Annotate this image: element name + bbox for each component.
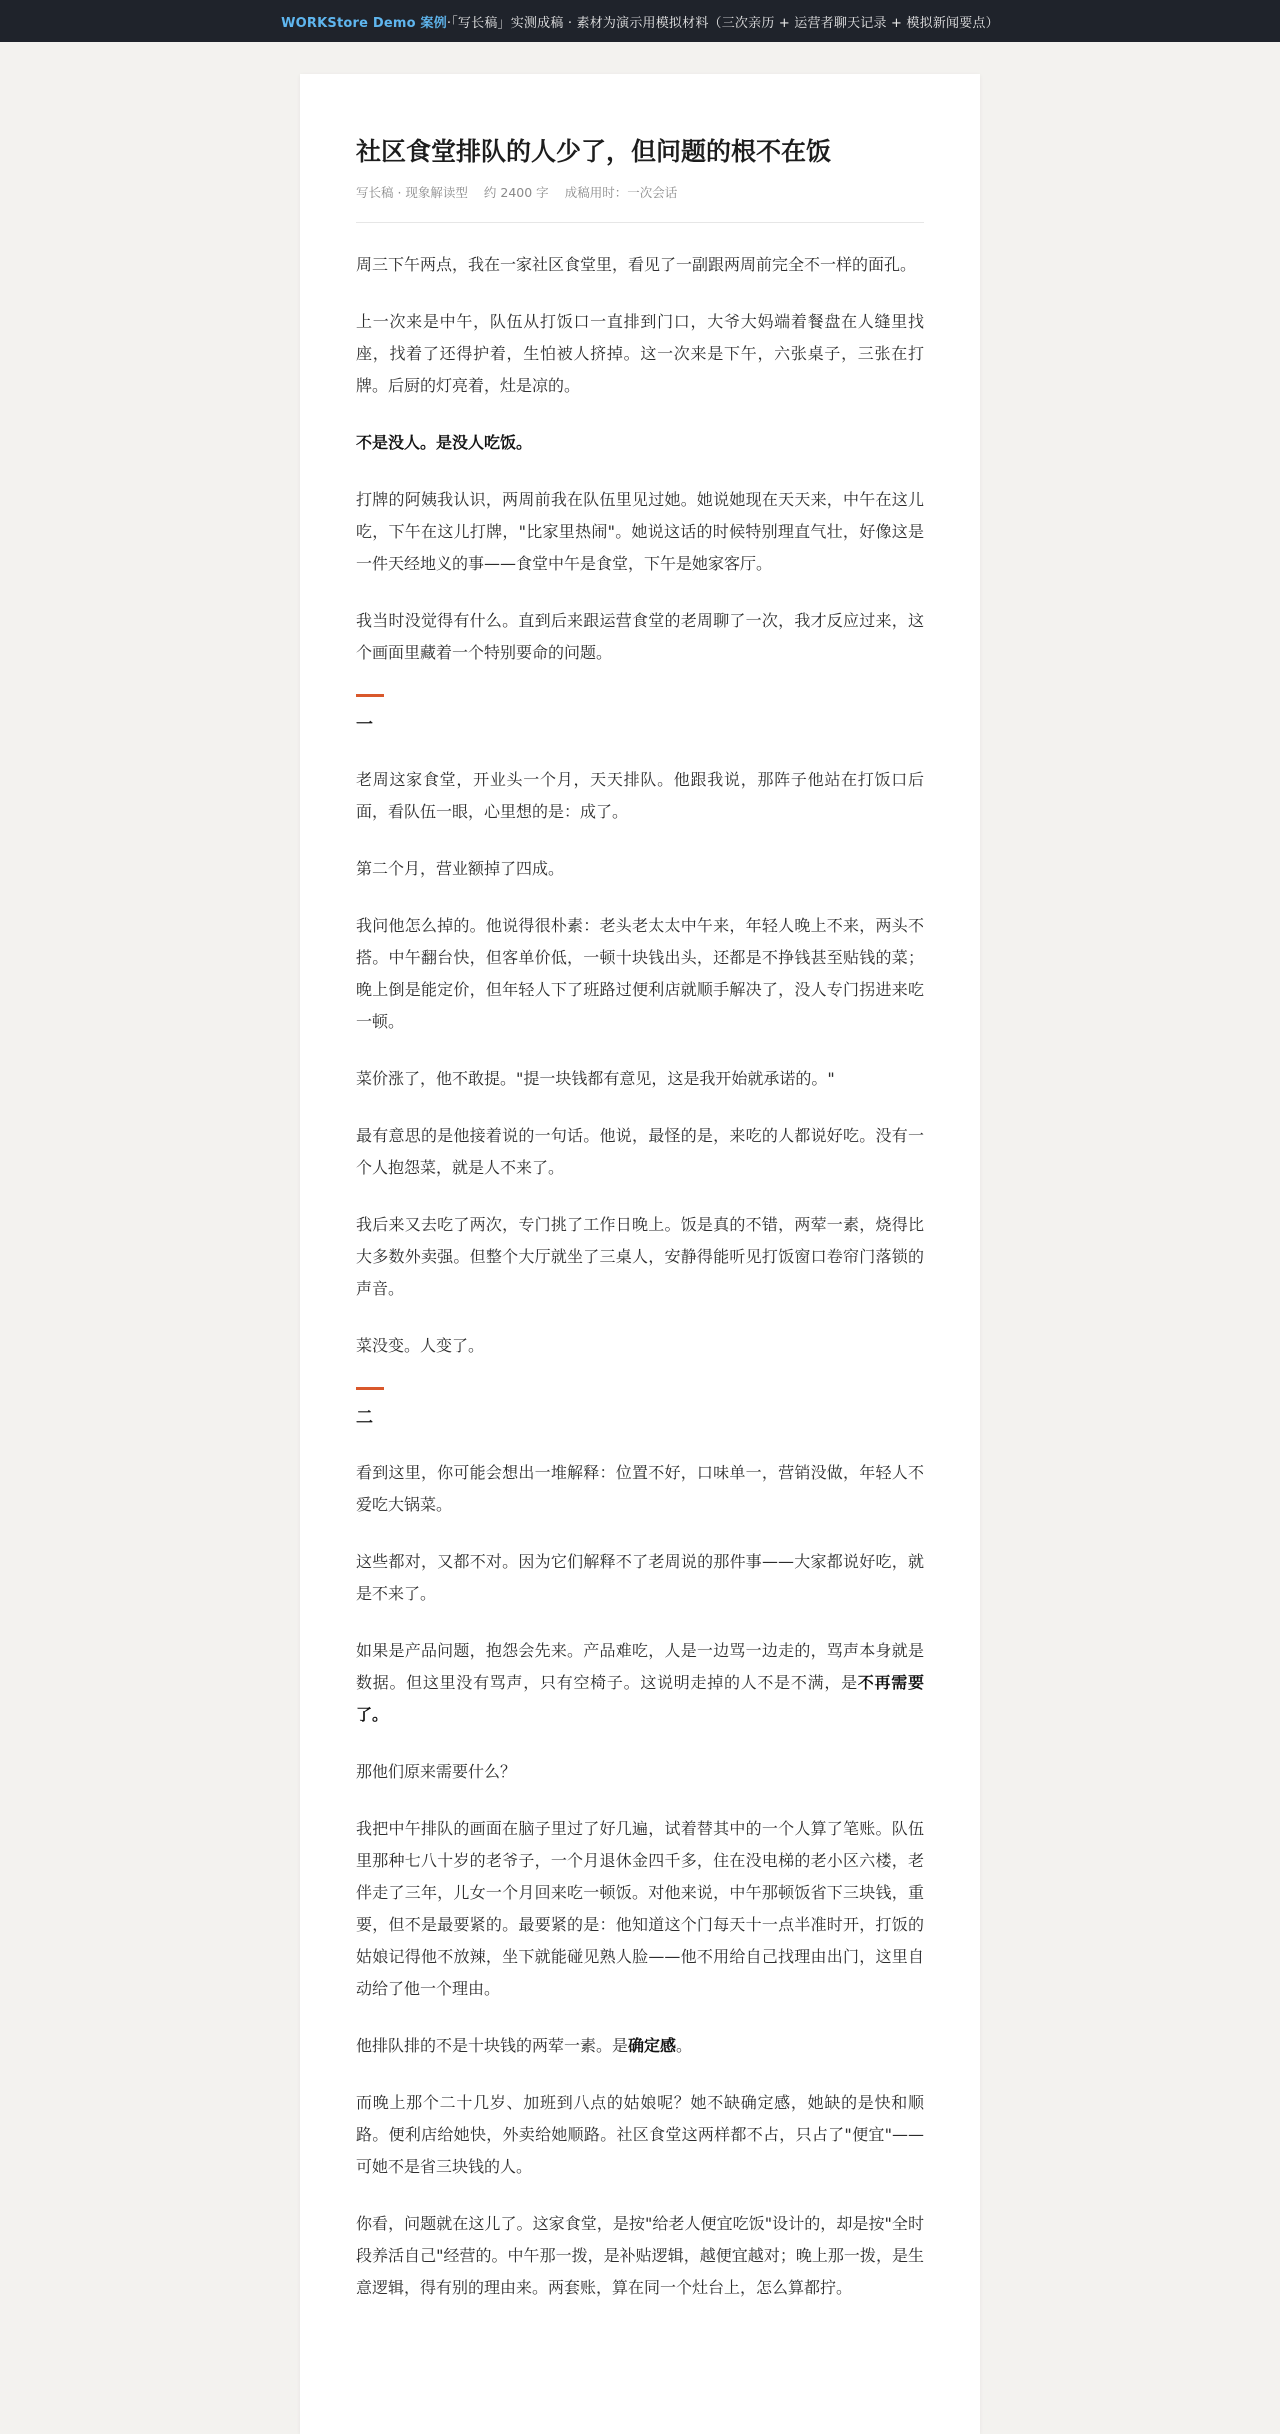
paragraph-text: 如果是产品问题，抱怨会先来。产品难吃，人是一边骂一边走的，骂声本身就是数据。但这里没有骂声，只有空椅子。这说明走掉的人不是不满，是 [356,1641,924,1692]
meta-type: 写长稿 · 现象解读型 [356,185,468,200]
paragraph-text: 他排队排的不是十块钱的两荤一素。是 [356,2036,629,2055]
section-heading [356,694,924,734]
paragraph-text: 。 [676,2036,693,2055]
paragraph: 菜没变。人变了。 [356,1336,485,1355]
banner-description: ·「写长稿」实测成稿 · 素材为演示用模拟材料（三次亲历 + 运营者聊天记录 + 模拟新闻要点） [446,15,999,31]
paragraph: 上一次来是中午，队伍从打饭口一直排到门口，大爷大妈端着餐盘在人缝里找座，找着了还得护着，生怕被人挤掉。这一次来是下午，六张桌子，三张在打牌。后厨的灯亮着，灶是凉的。 [356,312,924,395]
paragraph: 我把中午排队的画面在脑子里过了好几遍，试着替其中的一个人算了笔账。队伍里那种七八十岁的老爷子，一个月退休金四千多，住在没电梯的老小区六楼，老伴走了三年，儿女一个月回来吃一顿饭。对他来说，中午那顿饭省下三块钱，重要，但不是最要紧的。最要紧的是：他知道这个门每天十一点半准时开，打饭的姑娘记得他不放辣，坐下就能碰见熟人脸——他不用给自己找理由出门，这里自动给了他一个理由。 [356,1819,924,1998]
section-accent-bar [356,1387,384,1390]
meta-time: 成稿用时：一次会话 [564,185,678,200]
paragraph: 菜价涨了，他不敢提。"提一块钱都有意见，这是我开始就承诺的。" [356,1069,835,1088]
paragraph: 周三下午两点，我在一家社区食堂里，看见了一副跟两周前完全不一样的面孔。 [356,255,917,274]
article-title: 社区食堂排队的人少了，但问题的根不在饭 [356,137,832,166]
paragraph: 你看，问题就在这儿了。这家食堂，是按"给老人便宜吃饭"设计的，却是按"全时段养活自己"经营的。中午那一拨，是补贴逻辑，越便宜越对；晚上那一拨，是生意逻辑，得有别的理由来。两套账，算在同一个灶台上，怎么算都拧。 [356,2214,924,2297]
paragraph: 我问他怎么掉的。他说得很朴素：老头老太太中午来，年轻人晚上不来，两头不搭。中午翻台快，但客单价低，一顿十块钱出头，还都是不挣钱甚至贴钱的菜；晚上倒是能定价，但年轻人下了班路过便利店就顺手解决了，没人专门拐进来吃一顿。 [356,916,924,1031]
section-number: 一 [356,715,373,735]
paragraph: 第二个月，营业额掉了四成。 [356,859,565,878]
paragraph: 最有意思的是他接着说的一句话。他说，最怪的是，来吃的人都说好吃。没有一个人抱怨菜，就是人不来了。 [356,1126,924,1177]
bold-text: 不再需要了。 [356,1673,924,1724]
paragraph: 打牌的阿姨我认识，两周前我在队伍里见过她。她说她现在天天来，中午在这儿吃，下午在这儿打牌，"比家里热闹"。她说这话的时候特别理直气壮，好像这是一件天经地义的事——食堂中午是食堂，下午是她家客厅。 [356,490,924,573]
paragraph: 我当时没觉得有什么。直到后来跟运营食堂的老周聊了一次，我才反应过来，这个画面里藏着一个特别要命的问题。 [356,611,924,662]
bold-text: 不是没人。是没人吃饭。 [356,433,533,452]
bold-text: 确定感 [628,2036,677,2055]
brand-label: WORKStore Demo 案例 [281,15,447,31]
top-banner [0,0,1280,42]
paragraph-emphasis [356,427,924,459]
paragraph: 我后来又去吃了两次，专门挑了工作日晚上。饭是真的不错，两荤一素，烧得比大多数外卖强。但整个大厅就坐了三桌人，安静得能听见打饭窗口卷帘门落锁的声音。 [356,1215,924,1298]
paragraph: 而晚上那个二十几岁、加班到八点的姑娘呢？她不缺确定感，她缺的是快和顺路。便利店给她快，外卖给她顺路。社区食堂这两样都不占，只占了"便宜"——可她不是省三块钱的人。 [356,2093,924,2176]
article-meta [356,183,924,223]
paragraph: 那他们原来需要什么？ [356,1762,517,1781]
section-heading [356,1387,924,1427]
section-number: 二 [356,1408,373,1428]
article-body [356,249,924,2304]
paragraph: 看到这里，你可能会想出一堆解释：位置不好，口味单一，营销没做，年轻人不爱吃大锅菜。 [356,1463,924,1514]
section-accent-bar [356,694,384,697]
paragraph [356,1635,924,1731]
article-card [300,74,980,2434]
paragraph [356,2030,924,2062]
meta-word-count: 约 2400 字 [483,185,549,200]
paragraph: 老周这家食堂，开业头一个月，天天排队。他跟我说，那阵子他站在打饭口后面，看队伍一眼，心里想的是：成了。 [356,770,924,821]
paragraph: 这些都对，又都不对。因为它们解释不了老周说的那件事——大家都说好吃，就是不来了。 [356,1552,924,1603]
